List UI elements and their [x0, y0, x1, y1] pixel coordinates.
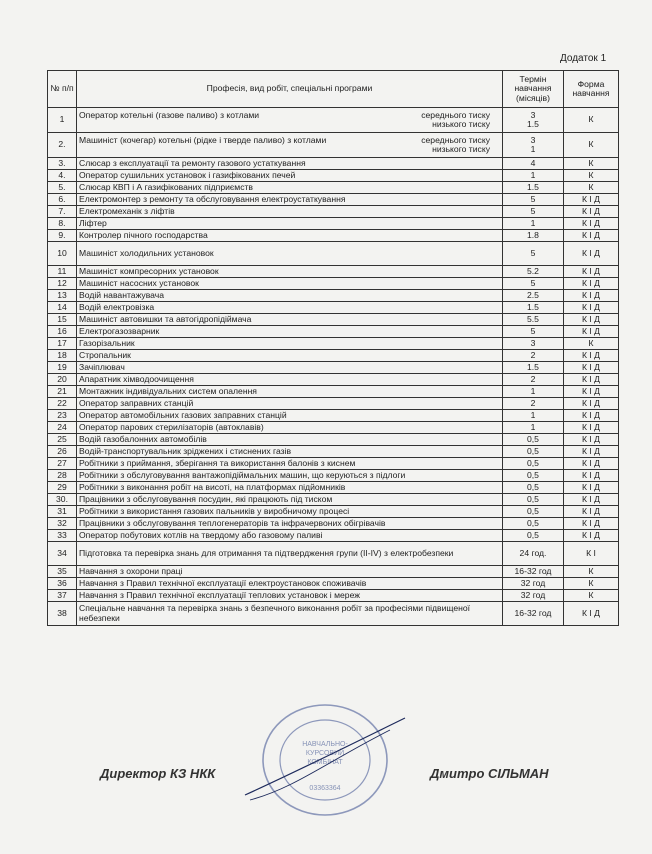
row-term: 4	[503, 158, 564, 170]
row-profession: Слюсар з експлуатації та ремонту газового устаткування	[77, 158, 503, 170]
row-profession: Ліфтер	[77, 218, 503, 230]
profession-text: Оператор котельні (газове паливо) з котлами	[79, 109, 260, 120]
table-row	[48, 338, 619, 350]
row-form: К І Д	[564, 350, 619, 362]
row-term: 0,5	[503, 446, 564, 458]
table-row	[48, 410, 619, 422]
table-row	[48, 230, 619, 242]
row-number: 5.	[48, 182, 77, 194]
row-number: 36	[48, 578, 77, 590]
row-form: К І Д	[564, 290, 619, 302]
row-number: 21	[48, 386, 77, 398]
row-form: К І Д	[564, 530, 619, 542]
row-profession: Водій електровізка	[77, 302, 503, 314]
table-row	[48, 158, 619, 170]
table-row	[48, 542, 619, 566]
header-term: Термін навчання (місяців)	[503, 71, 564, 108]
table-row	[48, 482, 619, 494]
row-number: 23	[48, 410, 77, 422]
row-form: К І Д	[564, 218, 619, 230]
row-term: 5	[503, 326, 564, 338]
row-term: 5	[503, 278, 564, 290]
row-profession: Стропальник	[77, 350, 503, 362]
table-header-row	[48, 71, 619, 108]
row-number: 37	[48, 590, 77, 602]
row-profession	[77, 108, 503, 133]
row-profession: Робітники з приймання, зберігання та використання балонів з киснем	[77, 458, 503, 470]
row-term: 1.5	[503, 302, 564, 314]
table-row	[48, 602, 619, 626]
pressure-level-low: низького тиску	[432, 119, 490, 129]
table-row	[48, 374, 619, 386]
row-number: 14	[48, 302, 77, 314]
table-row	[48, 242, 619, 266]
row-profession: Робітники з використання газових пальників у виробничому процесі	[77, 506, 503, 518]
table-row	[48, 108, 619, 133]
pressure-level-low: низького тиску	[432, 144, 490, 154]
row-form: К І Д	[564, 230, 619, 242]
row-profession: Оператор автомобільних газових заправних станцій	[77, 410, 503, 422]
row-form: К І Д	[564, 470, 619, 482]
row-profession: Електромонтер з ремонту та обслуговування електроустаткування	[77, 194, 503, 206]
row-form: К І Д	[564, 398, 619, 410]
table-row	[48, 326, 619, 338]
row-form: К І Д	[564, 506, 619, 518]
term-low: 1.5	[527, 119, 539, 129]
row-profession: Працівники з обслуговування посудин, які працюють під тиском	[77, 494, 503, 506]
row-form: К І Д	[564, 446, 619, 458]
table-row	[48, 350, 619, 362]
row-term: 0,5	[503, 458, 564, 470]
table-row	[48, 458, 619, 470]
row-number: 18	[48, 350, 77, 362]
stamp-seal	[240, 700, 410, 820]
signature-title: Директор КЗ НКК	[100, 766, 216, 781]
row-term: 1.5	[503, 182, 564, 194]
row-profession: Навчання з Правил технічної експлуатації електроустановок споживачів	[77, 578, 503, 590]
row-form: К І Д	[564, 602, 619, 626]
table-row	[48, 446, 619, 458]
row-form: К І Д	[564, 434, 619, 446]
row-term: 0,5	[503, 482, 564, 494]
row-term: 5	[503, 206, 564, 218]
row-number: 12	[48, 278, 77, 290]
table-row	[48, 530, 619, 542]
row-term: 0,5	[503, 518, 564, 530]
row-profession: Електромеханік з ліфтів	[77, 206, 503, 218]
row-term: 32 год	[503, 590, 564, 602]
row-profession: Водій-транспортувальник зріджених і стиснених газів	[77, 446, 503, 458]
row-form: К	[564, 182, 619, 194]
row-number: 29	[48, 482, 77, 494]
row-profession: Підготовка та перевірка знань для отримання та підтвердження групи (ІІ-ІV) з електробезпеки	[77, 542, 503, 566]
table-row	[48, 302, 619, 314]
signature-name: Дмитро СІЛЬМАН	[430, 766, 549, 781]
row-profession: Оператор сушильних установок і газифікованих печей	[77, 170, 503, 182]
table-row	[48, 422, 619, 434]
row-number: 9.	[48, 230, 77, 242]
row-term: 1	[503, 410, 564, 422]
row-term: 1	[503, 170, 564, 182]
row-profession	[77, 133, 503, 158]
row-term	[503, 108, 564, 133]
row-number: 8.	[48, 218, 77, 230]
row-number: 26	[48, 446, 77, 458]
row-profession: Газорізальник	[77, 338, 503, 350]
row-number: 35	[48, 566, 77, 578]
row-profession: Апаратник хімводоочищення	[77, 374, 503, 386]
table-row	[48, 578, 619, 590]
row-profession: Машиніст насосних установок	[77, 278, 503, 290]
row-form: К І Д	[564, 242, 619, 266]
row-term: 5	[503, 194, 564, 206]
row-term: 1	[503, 386, 564, 398]
row-term: 2	[503, 398, 564, 410]
row-profession: Слюсар КВП і А газифікованих підприємств	[77, 182, 503, 194]
profession-text: Машиніст (кочегар) котельні (рідке і тверде паливо) з котлами	[79, 134, 327, 145]
row-term: 5.2	[503, 266, 564, 278]
row-profession: Навчання з Правил технічної експлуатації теплових установок і мереж	[77, 590, 503, 602]
row-term: 2	[503, 374, 564, 386]
term-high: 3	[530, 134, 536, 145]
row-number: 22	[48, 398, 77, 410]
svg-text:НАВЧАЛЬНО-: НАВЧАЛЬНО-	[302, 741, 348, 748]
row-profession: Спеціальне навчання та перевірка знань з безпечного виконання робіт за професіями підвищеної небезпеки	[77, 602, 503, 626]
row-form: К І Д	[564, 194, 619, 206]
row-term: 16-32 год	[503, 602, 564, 626]
row-number: 32	[48, 518, 77, 530]
row-form: К	[564, 170, 619, 182]
table-row	[48, 398, 619, 410]
table-row	[48, 566, 619, 578]
row-number: 4.	[48, 170, 77, 182]
row-profession: Навчання з охорони праці	[77, 566, 503, 578]
table-row	[48, 518, 619, 530]
row-number: 3.	[48, 158, 77, 170]
row-number: 33	[48, 530, 77, 542]
row-term: 0,5	[503, 470, 564, 482]
row-form: К І Д	[564, 410, 619, 422]
table-row	[48, 314, 619, 326]
row-form: К І Д	[564, 302, 619, 314]
row-form: К І Д	[564, 422, 619, 434]
row-term: 1	[503, 218, 564, 230]
row-form: К І Д	[564, 386, 619, 398]
row-term: 0,5	[503, 506, 564, 518]
row-form: К І Д	[564, 458, 619, 470]
row-form: К	[564, 158, 619, 170]
row-term: 3	[503, 338, 564, 350]
row-number: 19	[48, 362, 77, 374]
table-row	[48, 266, 619, 278]
row-profession: Контролер пічного господарства	[77, 230, 503, 242]
row-form: К І Д	[564, 314, 619, 326]
table-row	[48, 362, 619, 374]
header-profession: Професія, вид робіт, спеціальні програми	[77, 71, 503, 108]
row-term	[503, 133, 564, 158]
header-number: № п/п	[48, 71, 77, 108]
table-row	[48, 218, 619, 230]
row-number: 24	[48, 422, 77, 434]
table-row	[48, 290, 619, 302]
row-term: 1	[503, 422, 564, 434]
row-term: 0,5	[503, 494, 564, 506]
row-profession: Зачіплювач	[77, 362, 503, 374]
table-row	[48, 470, 619, 482]
row-form: К І Д	[564, 278, 619, 290]
row-profession: Водій газобалонних автомобілів	[77, 434, 503, 446]
row-form: К І Д	[564, 482, 619, 494]
svg-text:КОМБІНАТ: КОМБІНАТ	[307, 759, 343, 766]
row-form: К І Д	[564, 326, 619, 338]
table-row	[48, 434, 619, 446]
row-profession: Машиніст автовишки та автогідропідіймача	[77, 314, 503, 326]
table-row	[48, 133, 619, 158]
row-number: 38	[48, 602, 77, 626]
row-term: 16-32 год	[503, 566, 564, 578]
row-number: 15	[48, 314, 77, 326]
row-number: 27	[48, 458, 77, 470]
row-term: 32 год	[503, 578, 564, 590]
row-term: 5.5	[503, 314, 564, 326]
row-form: К	[564, 133, 619, 158]
term-low: 1	[530, 144, 536, 154]
row-profession: Робітники з обслуговування вантажопідіймальних машин, що керуються з підлоги	[77, 470, 503, 482]
row-form: К	[564, 578, 619, 590]
table-row	[48, 194, 619, 206]
appendix-label: Додаток 1	[560, 53, 607, 64]
professions-table	[47, 70, 619, 626]
row-number: 17	[48, 338, 77, 350]
row-number: 34	[48, 542, 77, 566]
row-number: 28	[48, 470, 77, 482]
row-profession: Машиніст холодильних установок	[77, 242, 503, 266]
row-profession: Робітники з виконання робіт на висоті, на платформах підйомників	[77, 482, 503, 494]
row-form: К І Д	[564, 518, 619, 530]
row-term: 2	[503, 350, 564, 362]
row-profession: Оператор побутових котлів на твердому або газовому паливі	[77, 530, 503, 542]
row-form: К І Д	[564, 266, 619, 278]
row-profession: Працівники з обслуговування теплогенераторів та інфрачервоних обігрівачів	[77, 518, 503, 530]
svg-text:КУРСОВИЙ: КУРСОВИЙ	[305, 750, 345, 757]
table-row	[48, 506, 619, 518]
row-number: 16	[48, 326, 77, 338]
row-form: К І Д	[564, 494, 619, 506]
row-number: 10	[48, 242, 77, 266]
row-number: 25	[48, 434, 77, 446]
row-profession: Оператор заправних станцій	[77, 398, 503, 410]
row-form: К	[564, 566, 619, 578]
row-profession: Водій навантажувача	[77, 290, 503, 302]
term-high: 3	[530, 109, 536, 120]
row-form: К І Д	[564, 206, 619, 218]
row-term: 2.5	[503, 290, 564, 302]
row-profession: Оператор парових стерилізаторів (автоклавів)	[77, 422, 503, 434]
row-form: К	[564, 590, 619, 602]
table-row	[48, 494, 619, 506]
row-form: К	[564, 108, 619, 133]
row-number: 2.	[48, 133, 77, 158]
row-number: 20	[48, 374, 77, 386]
row-term: 0,5	[503, 530, 564, 542]
row-number: 11	[48, 266, 77, 278]
row-number: 31	[48, 506, 77, 518]
row-number: 13	[48, 290, 77, 302]
row-number: 30.	[48, 494, 77, 506]
row-form: К І	[564, 542, 619, 566]
table-row	[48, 386, 619, 398]
row-form: К І Д	[564, 362, 619, 374]
row-profession: Машиніст компресорних установок	[77, 266, 503, 278]
row-profession: Електрогазозварник	[77, 326, 503, 338]
svg-text:03363364: 03363364	[309, 785, 341, 792]
table-row	[48, 278, 619, 290]
row-form: К	[564, 338, 619, 350]
table-row	[48, 206, 619, 218]
row-number: 6.	[48, 194, 77, 206]
row-term: 0,5	[503, 434, 564, 446]
table-row	[48, 182, 619, 194]
row-term: 1.5	[503, 362, 564, 374]
header-form: Форма навчання	[564, 71, 619, 108]
pressure-level-high: середнього тиску	[421, 134, 490, 145]
table-row	[48, 170, 619, 182]
row-profession: Монтажник індивідуальних систем опалення	[77, 386, 503, 398]
row-number: 1	[48, 108, 77, 133]
table-row	[48, 590, 619, 602]
row-term: 1.8	[503, 230, 564, 242]
row-number: 7.	[48, 206, 77, 218]
row-term: 24 год.	[503, 542, 564, 566]
row-form: К І Д	[564, 374, 619, 386]
row-term: 5	[503, 242, 564, 266]
pressure-level-high: середнього тиску	[421, 109, 490, 120]
